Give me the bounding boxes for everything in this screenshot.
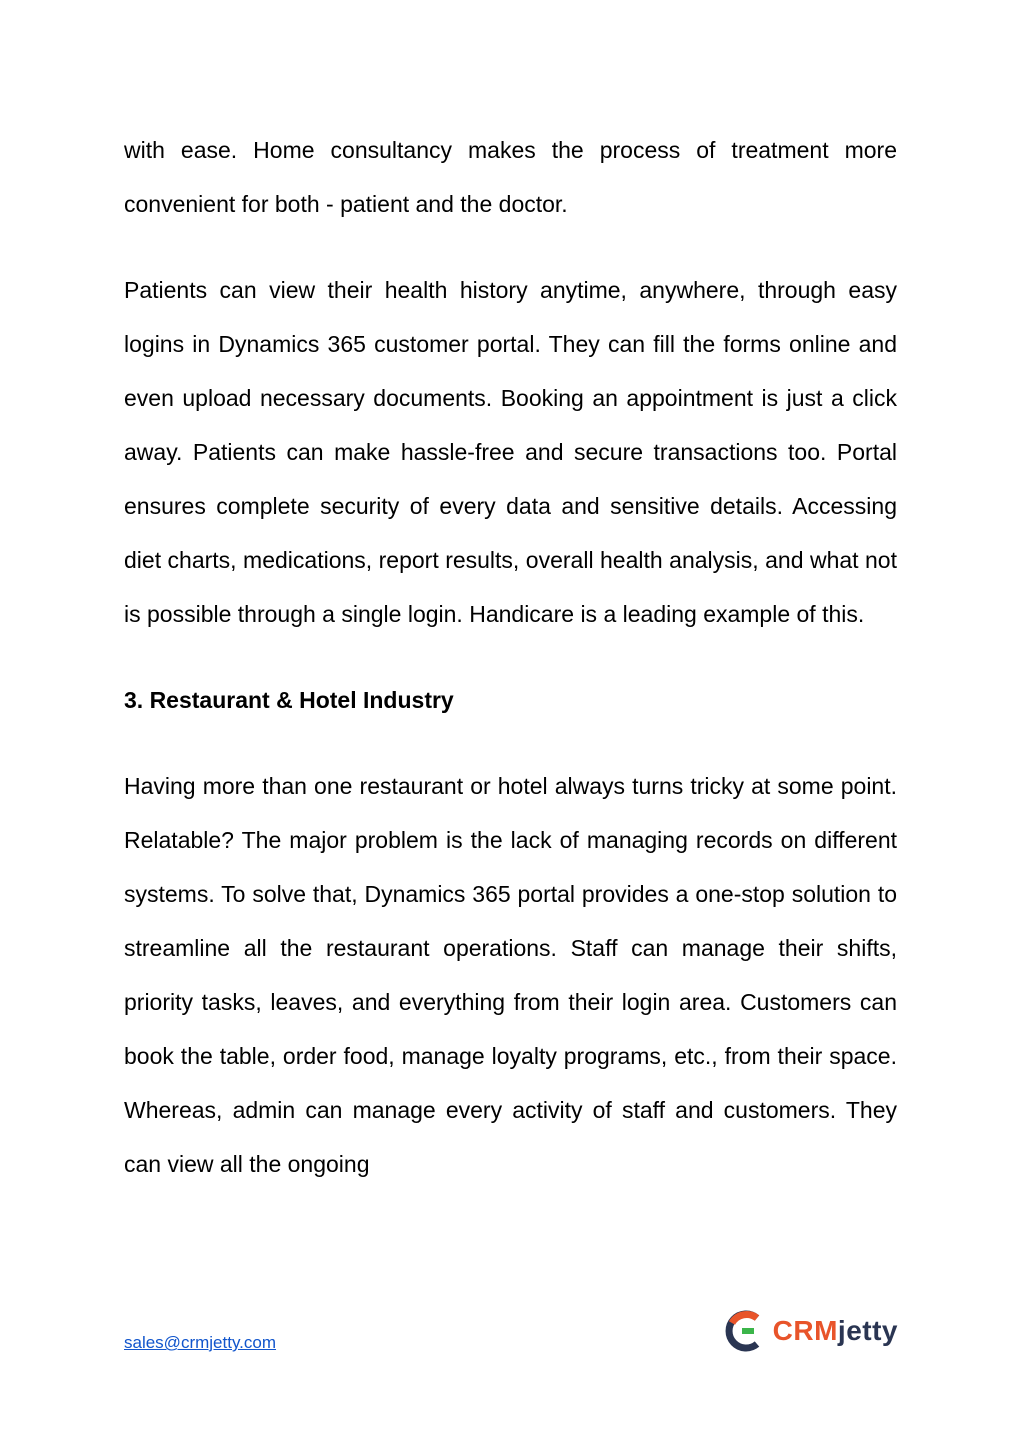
email-link[interactable]: sales@crmjetty.com [124, 1333, 277, 1352]
section-heading-restaurant-hotel: 3. Restaurant & Hotel Industry [124, 687, 454, 713]
document-body [124, 123, 897, 1191]
logo-crm-text: CRM [772, 1315, 838, 1346]
paragraph-patients-portal: Patients can view their health history anytime, anywhere, through easy logins in Dynamics 365 customer portal. They can fill the forms online and even upload necessary documents. Booking an appointment is just a click away. Patients can make hassle-free and secure transactions too. Portal ensures complete security of every data and sensitive details. Accessing diet charts, medications, report results, overall health analysis, and what not is possible through a single login. Handicare is a leading example of this. [124, 277, 897, 627]
crmjetty-logo [725, 1304, 898, 1358]
paragraph-home-consultancy: with ease. Home consultancy makes the process of treatment more convenient for both - patient and the doctor. [124, 137, 897, 217]
logo-wordmark [773, 1315, 898, 1347]
logo-jetty-text: jetty [837, 1315, 898, 1346]
crmjetty-logo-icon [725, 1309, 765, 1353]
paragraph-restaurant-portal: Having more than one restaurant or hotel always turns tricky at some point. Relatable? The major problem is the lack of managing records on different systems. To solve that, Dynamics 365 portal provides a one-stop solution to streamline all the restaurant operations. Staff can manage their shifts, priority tasks, leaves, and everything from their login area. Customers can book the table, order food, manage loyalty programs, etc., from their space. Whereas, admin can manage every activity of staff and customers. They can view all the ongoing [124, 773, 897, 1177]
page-footer [124, 1300, 898, 1360]
